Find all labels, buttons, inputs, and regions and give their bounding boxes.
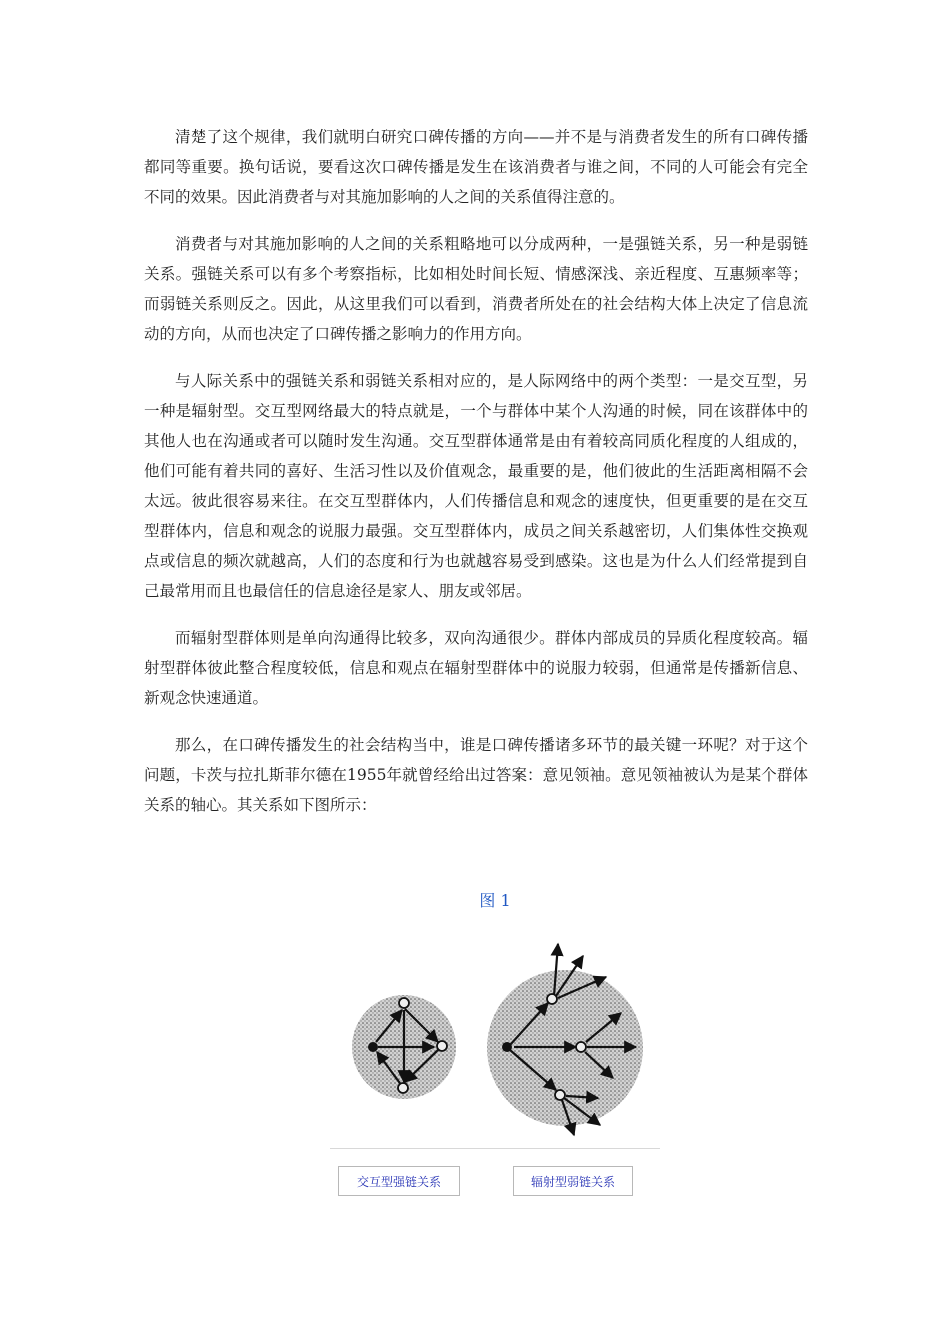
node-left [368,1042,378,1052]
paragraph-3: 与人际关系中的强链关系和弱链关系相对应的，是人际网络中的两个类型：一是交互型，另一种是辐射型。交互型网络最大的特点就是，一个与群体中某个人沟通的时候，同在该群体中的其他人也在沟通或者可以随时发生沟通。交互型群体通常是由有着较高同质化程度的人组成的，他们可能有着共同的喜好、生活习性以及价值观念，最重要的是，他们彼此的生活距离相隔不会太远。彼此很容易来往。在交互型群体内，人们传播信息和观念的速度快，但更重要的是在交互型群体内，信息和观念的说服力最强。交互型群体内，成员之间关系越密切，人们集体性交换观点或信息的频次就越高，人们的态度和行为也就越容易受到感染。这也是为什么人们经常提到自己最常用而且也最信任的信息途径是家人、朋友或邻居。 [144,372,808,600]
caption-interactive: 交互型强链关系 [338,1166,460,1196]
caption-radial: 辐射型弱链关系 [513,1166,633,1196]
paragraph-4: 而辐射型群体则是单向沟通得比较多，双向沟通很少。群体内部成员的异质化程度较高。辐射型群体彼此整合程度较低，信息和观点在辐射型群体中的说服力较弱，但通常是传播新信息、新观念快速通道。 [144,629,808,707]
leader-node [502,1042,512,1052]
interactive-network [352,995,456,1099]
paragraph-2: 消费者与对其施加影响的人之间的关系粗略地可以分成两种，一是强链关系，另一种是弱链关系。强链关系可以有多个考察指标，比如相处时间长短、情感深浅、亲近程度、互惠频率等；而弱链关系则反之。因此，从这里我们可以看到，消费者所处在的社会结构大体上决定了信息流动的方向，从而也决定了口碑传播之影响力的作用方向。 [144,235,808,343]
network-diagram [330,930,662,1150]
network-figure [330,930,662,1220]
node-bottom [398,1083,408,1093]
figure-title: 图 1 [479,891,511,910]
node-middle [576,1042,586,1052]
node-lower [555,1090,565,1100]
node-right [437,1041,447,1051]
node-top [399,998,409,1008]
figure-divider [330,1148,660,1149]
article-body [144,122,808,837]
paragraph-1: 清楚了这个规律，我们就明白研究口碑传播的方向——并不是与消费者发生的所有口碑传播都同等重要。换句话说，要看这次口碑传播是发生在该消费者与谁之间，不同的人可能会有完全不同的效果。因此消费者与对其施加影响的人之间的关系值得注意的。 [144,128,808,206]
radial-network [487,944,643,1135]
node-upper [547,994,557,1004]
paragraph-5: 那么，在口碑传播发生的社会结构当中，谁是口碑传播诸多环节的最关键一环呢？对于这个问题，卡茨与拉扎斯菲尔德在1955年就曾经给出过答案：意见领袖。意见领袖被认为是某个群体关系的轴心。其关系如下图所示： [144,736,808,814]
